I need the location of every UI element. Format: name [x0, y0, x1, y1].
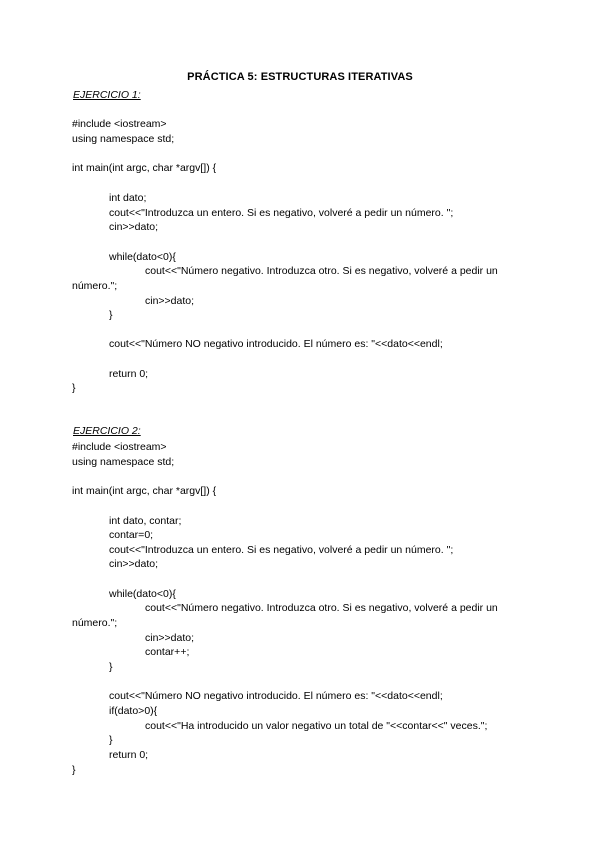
code-line: while(dato<0){ [109, 588, 176, 600]
code-line: #include <iostream> [72, 441, 167, 453]
exercise-2-heading: EJERCICIO 2: [73, 425, 141, 437]
code-line: cout<<"Número negativo. Introduzca otro. Si es negativo, volveré a pedir un [145, 602, 498, 614]
code-line: número."; [72, 280, 118, 292]
code-line: contar++; [145, 646, 190, 658]
code-line: cout<<"Introduzca un entero. Si es negativo, volveré a pedir un número. "; [109, 544, 454, 556]
code-line: } [72, 382, 76, 394]
code-line: return 0; [109, 368, 149, 380]
code-line: return 0; [109, 749, 149, 761]
code-line: cout<<"Número negativo. Introduzca otro. Si es negativo, volveré a pedir un [145, 265, 498, 277]
code-line: cout<<"Ha introducido un valor negativo un total de "<<contar<<" veces."; [145, 720, 488, 732]
code-line: cin>>dato; [109, 221, 159, 233]
code-line: if(dato>0){ [109, 705, 158, 717]
code-line: while(dato<0){ [109, 251, 176, 263]
code-line: int dato, contar; [109, 515, 182, 527]
exercise-1-heading: EJERCICIO 1: [73, 89, 141, 101]
code-line: cin>>dato; [145, 632, 195, 644]
code-line: contar=0; [109, 529, 154, 541]
code-line: cout<<"Número NO negativo introducido. El número es: "<<dato<<endl; [109, 690, 443, 702]
code-line: using namespace std; [72, 133, 175, 145]
code-line: } [109, 309, 113, 321]
code-line: cin>>dato; [109, 558, 159, 570]
code-line: } [109, 734, 113, 746]
code-line: #include <iostream> [72, 118, 167, 130]
code-line: } [109, 661, 113, 673]
code-line: cout<<"Introduzca un entero. Si es negativo, volveré a pedir un número. "; [109, 207, 454, 219]
code-line: } [72, 764, 76, 776]
code-line: cin>>dato; [145, 295, 195, 307]
code-line: int dato; [109, 192, 147, 204]
code-line: cout<<"Número NO negativo introducido. El número es: "<<dato<<endl; [109, 338, 443, 350]
document-title: PRÁCTICA 5: ESTRUCTURAS ITERATIVAS [187, 71, 413, 83]
code-line: número."; [72, 617, 118, 629]
code-line: int main(int argc, char *argv[]) { [72, 485, 217, 497]
code-line: int main(int argc, char *argv[]) { [72, 162, 217, 174]
code-line: using namespace std; [72, 456, 175, 468]
